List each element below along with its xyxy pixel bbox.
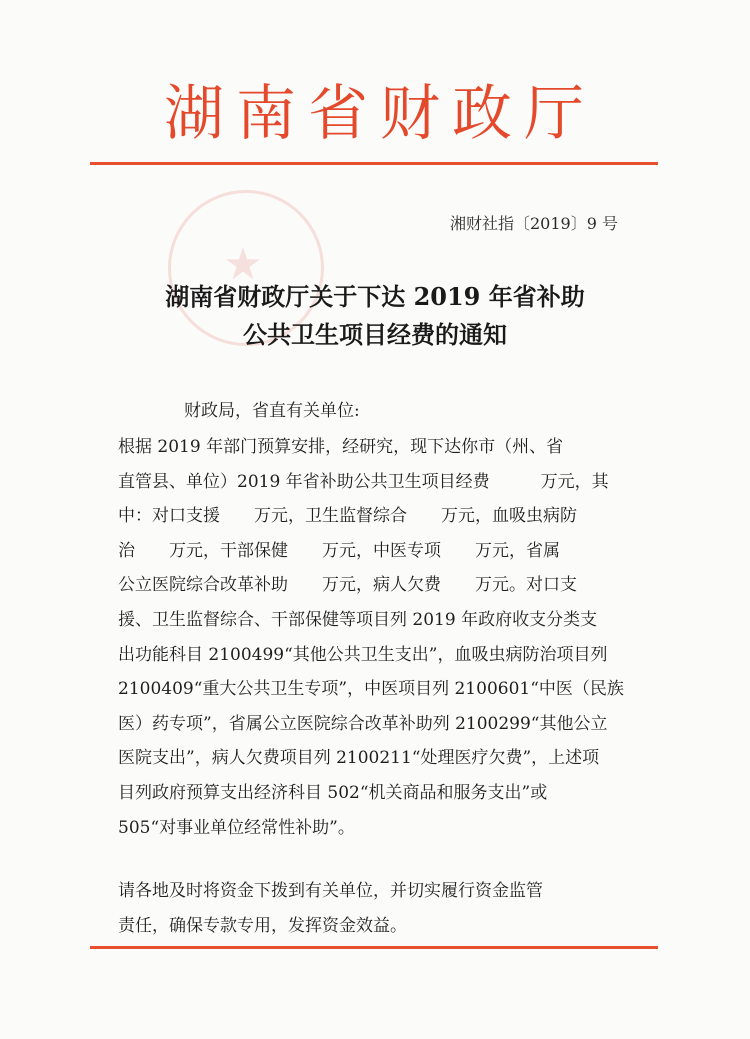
body-line: 医院支出”，病人欠费项目列 2100211“处理医疗欠费”，上述项 [118, 748, 600, 769]
closing-line: 责任，确保专款专用，发挥资金效益。 [118, 915, 407, 936]
body-line: 治 万元，干部保健 万元，中医专项 万元，省属 [118, 540, 560, 561]
body-line: 援、卫生监督综合、干部保健等项目列 2019 年政府收支分类支 [118, 609, 598, 630]
document-number: 湘财社指〔2019〕9 号 [450, 214, 618, 233]
footer-red-rule [90, 946, 658, 949]
body-paragraph [118, 430, 666, 845]
closing-paragraph [118, 874, 666, 943]
salutation: 财政局，省直有关单位: [184, 401, 360, 421]
body-line: 2100409“重大公共卫生专项”，中医项目列 2100601“中医（民族 [118, 679, 624, 700]
seal-star-icon: ★ [223, 239, 263, 290]
body-line: 目列政府预算支出经济科目 502“机关商品和服务支出”或 [118, 782, 548, 803]
body-line: 直管县、单位）2019 年省补助公共卫生项目经费 万元，其 [118, 471, 609, 492]
body-line: 505“对事业单位经常性补助”。 [118, 817, 355, 838]
org-header-title: 湖南省财政厅 [164, 79, 596, 149]
notice-title-line: 公共卫生项目经费的通知 [243, 320, 507, 349]
body-line: 根据 2019 年部门预算安排，经研究，现下达你市（州、省 [118, 437, 564, 457]
body-line: 公立医院综合改革补助 万元，病人欠费 万元。对口支 [118, 575, 577, 596]
header-red-rule [90, 162, 658, 165]
notice-title [95, 278, 655, 354]
closing-line: 请各地及时将资金下拨到有关单位，并切实履行资金监管 [118, 881, 543, 901]
body-line: 中：对口支援 万元，卫生监督综合 万元，血吸虫病防 [118, 506, 577, 527]
notice-title-line: 湖南省财政厅关于下达 2019 年省补助 [165, 282, 585, 311]
body-line: 医）药专项”，省属公立医院综合改革补助列 2100299“其他公立 [118, 713, 608, 734]
body-line: 出功能科目 2100499“其他公共卫生支出”，血吸虫病防治项目列 [118, 644, 608, 665]
